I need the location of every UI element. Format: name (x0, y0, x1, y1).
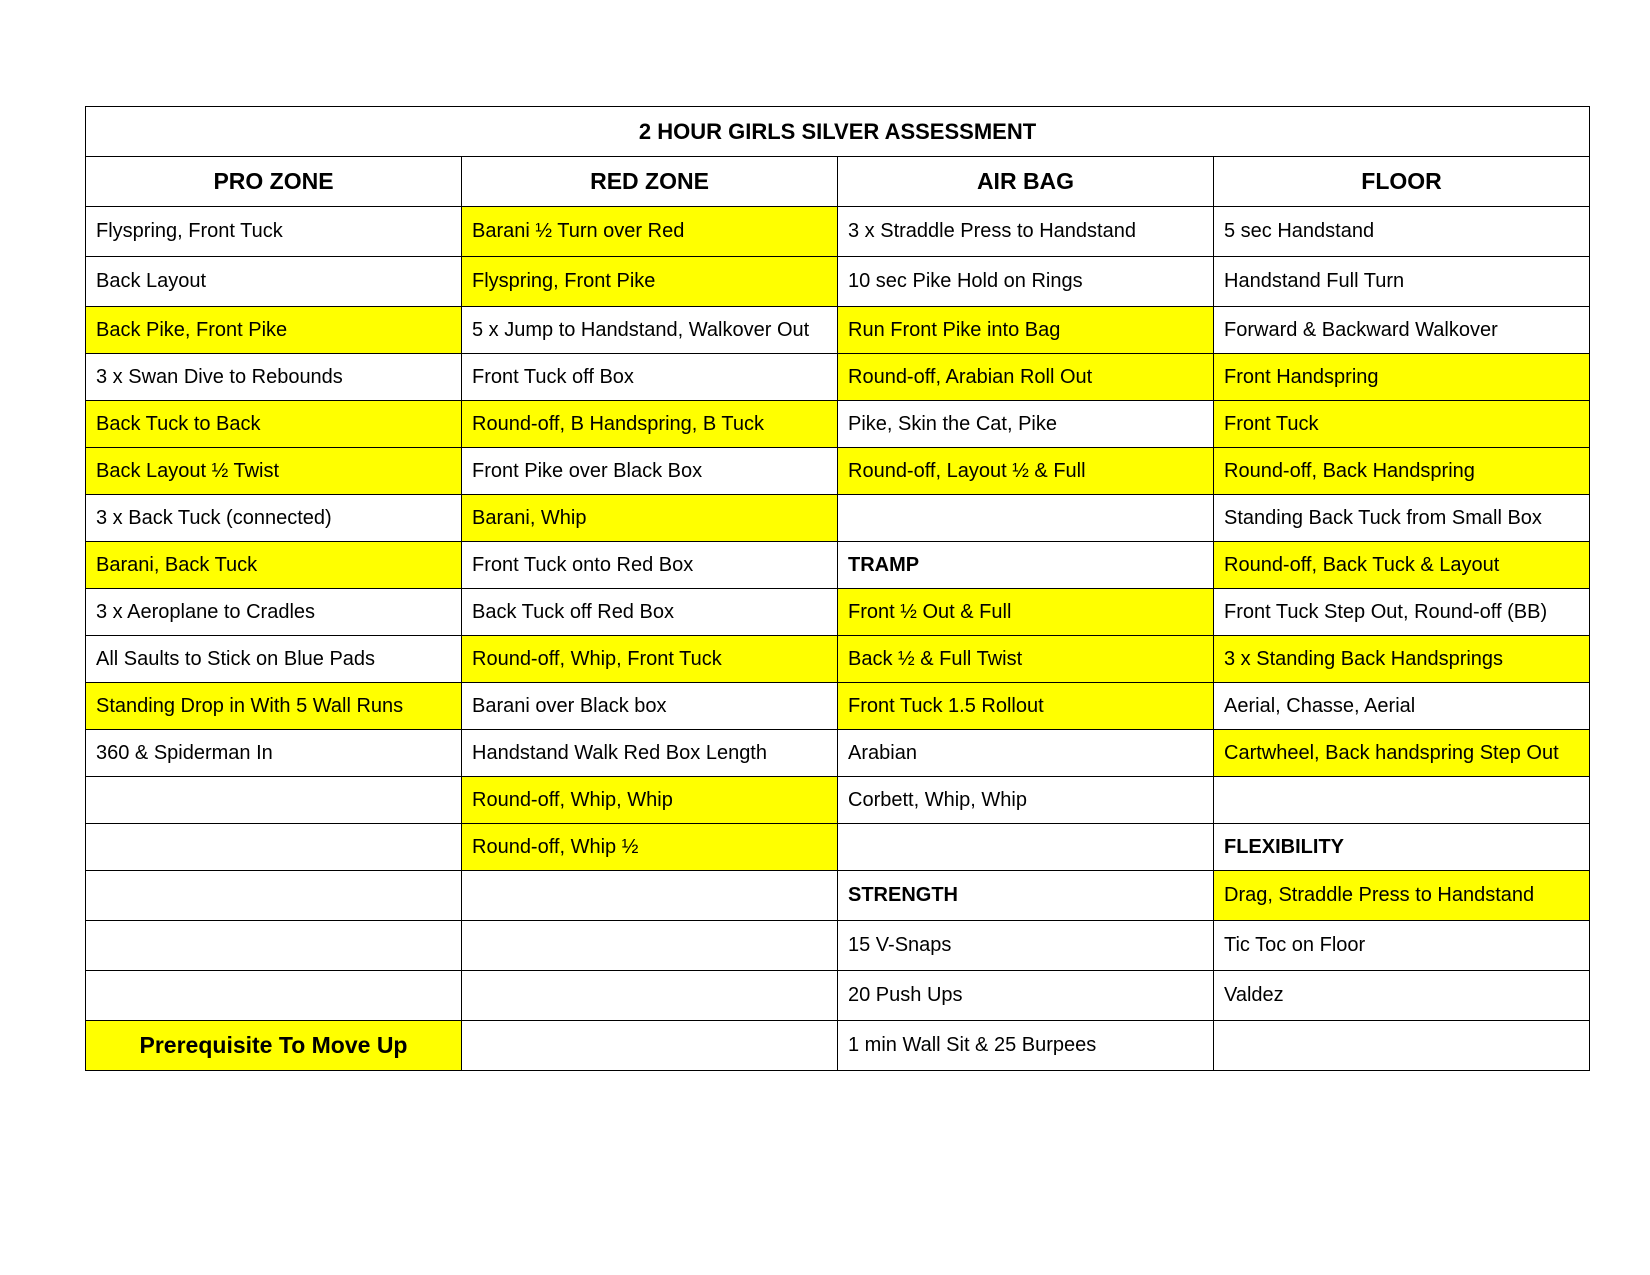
cell-red-zone: 5 x Jump to Handstand, Walkover Out (462, 307, 838, 354)
cell-air-bag: TRAMP (838, 542, 1214, 589)
cell-pro-zone: Back Layout (86, 257, 462, 307)
cell-pro-zone (86, 871, 462, 921)
cell-floor (1214, 1021, 1590, 1071)
cell-air-bag: Arabian (838, 730, 1214, 777)
prerequisite-label: Prerequisite To Move Up (86, 1021, 462, 1071)
cell-air-bag: STRENGTH (838, 871, 1214, 921)
cell-air-bag: Corbett, Whip, Whip (838, 777, 1214, 824)
cell-floor: 5 sec Handstand (1214, 207, 1590, 257)
table-row (86, 257, 1590, 307)
cell-pro-zone: Flyspring, Front Tuck (86, 207, 462, 257)
cell-floor: Valdez (1214, 971, 1590, 1021)
column-header-pro-zone: PRO ZONE (86, 157, 462, 207)
table-row (86, 636, 1590, 683)
cell-red-zone: Round-off, Whip ½ (462, 824, 838, 871)
cell-red-zone: Front Tuck off Box (462, 354, 838, 401)
cell-floor: Front Tuck Step Out, Round-off (BB) (1214, 589, 1590, 636)
cell-red-zone: Front Tuck onto Red Box (462, 542, 838, 589)
cell-air-bag: 1 min Wall Sit & 25 Burpees (838, 1021, 1214, 1071)
table-row (86, 401, 1590, 448)
cell-pro-zone: 3 x Back Tuck (connected) (86, 495, 462, 542)
cell-floor (1214, 777, 1590, 824)
table-row (86, 307, 1590, 354)
cell-floor: Tic Toc on Floor (1214, 921, 1590, 971)
cell-air-bag: Back ½ & Full Twist (838, 636, 1214, 683)
cell-pro-zone: Back Tuck to Back (86, 401, 462, 448)
cell-red-zone (462, 971, 838, 1021)
cell-floor: Front Tuck (1214, 401, 1590, 448)
cell-air-bag (838, 824, 1214, 871)
table-row (86, 542, 1590, 589)
cell-red-zone: Flyspring, Front Pike (462, 257, 838, 307)
cell-red-zone (462, 921, 838, 971)
cell-floor: Standing Back Tuck from Small Box (1214, 495, 1590, 542)
cell-air-bag: Round-off, Arabian Roll Out (838, 354, 1214, 401)
table-row (86, 683, 1590, 730)
cell-red-zone: Back Tuck off Red Box (462, 589, 838, 636)
cell-red-zone: Round-off, Whip, Front Tuck (462, 636, 838, 683)
cell-floor: Front Handspring (1214, 354, 1590, 401)
table-row (86, 871, 1590, 921)
cell-air-bag: Pike, Skin the Cat, Pike (838, 401, 1214, 448)
table-row (86, 448, 1590, 495)
cell-air-bag: 10 sec Pike Hold on Rings (838, 257, 1214, 307)
cell-red-zone: Barani over Black box (462, 683, 838, 730)
table-row (86, 589, 1590, 636)
cell-red-zone: Front Pike over Black Box (462, 448, 838, 495)
cell-floor: Round-off, Back Handspring (1214, 448, 1590, 495)
table-row (86, 921, 1590, 971)
cell-pro-zone: Barani, Back Tuck (86, 542, 462, 589)
cell-air-bag: Run Front Pike into Bag (838, 307, 1214, 354)
cell-red-zone (462, 1021, 838, 1071)
table-row (86, 730, 1590, 777)
column-header-red-zone: RED ZONE (462, 157, 838, 207)
cell-air-bag: 15 V-Snaps (838, 921, 1214, 971)
assessment-table (85, 106, 1590, 1071)
cell-floor: Forward & Backward Walkover (1214, 307, 1590, 354)
cell-pro-zone: All Saults to Stick on Blue Pads (86, 636, 462, 683)
cell-floor: Handstand Full Turn (1214, 257, 1590, 307)
column-header-air-bag: AIR BAG (838, 157, 1214, 207)
cell-red-zone: Barani ½ Turn over Red (462, 207, 838, 257)
cell-pro-zone (86, 777, 462, 824)
table-row (86, 777, 1590, 824)
cell-floor: Drag, Straddle Press to Handstand (1214, 871, 1590, 921)
cell-pro-zone: 360 & Spiderman In (86, 730, 462, 777)
cell-red-zone: Handstand Walk Red Box Length (462, 730, 838, 777)
table-row (86, 354, 1590, 401)
cell-floor: 3 x Standing Back Handsprings (1214, 636, 1590, 683)
cell-air-bag: 3 x Straddle Press to Handstand (838, 207, 1214, 257)
table-row (86, 824, 1590, 871)
column-header-floor: FLOOR (1214, 157, 1590, 207)
cell-pro-zone (86, 971, 462, 1021)
table-row (86, 971, 1590, 1021)
cell-pro-zone: 3 x Aeroplane to Cradles (86, 589, 462, 636)
cell-red-zone: Round-off, Whip, Whip (462, 777, 838, 824)
cell-red-zone: Round-off, B Handspring, B Tuck (462, 401, 838, 448)
cell-floor: Cartwheel, Back handspring Step Out (1214, 730, 1590, 777)
cell-floor: Aerial, Chasse, Aerial (1214, 683, 1590, 730)
table-title: 2 HOUR GIRLS SILVER ASSESSMENT (86, 107, 1590, 157)
cell-red-zone (462, 871, 838, 921)
cell-air-bag: Round-off, Layout ½ & Full (838, 448, 1214, 495)
cell-floor: FLEXIBILITY (1214, 824, 1590, 871)
cell-red-zone: Barani, Whip (462, 495, 838, 542)
cell-air-bag: 20 Push Ups (838, 971, 1214, 1021)
cell-pro-zone: Back Layout ½ Twist (86, 448, 462, 495)
cell-air-bag: Front ½ Out & Full (838, 589, 1214, 636)
table-row (86, 207, 1590, 257)
cell-air-bag: Front Tuck 1.5 Rollout (838, 683, 1214, 730)
cell-pro-zone: Standing Drop in With 5 Wall Runs (86, 683, 462, 730)
table-body (86, 207, 1590, 1071)
table-row (86, 495, 1590, 542)
cell-pro-zone (86, 921, 462, 971)
cell-pro-zone: 3 x Swan Dive to Rebounds (86, 354, 462, 401)
table-row (86, 1021, 1590, 1071)
cell-air-bag (838, 495, 1214, 542)
cell-floor: Round-off, Back Tuck & Layout (1214, 542, 1590, 589)
cell-pro-zone: Back Pike, Front Pike (86, 307, 462, 354)
cell-pro-zone (86, 824, 462, 871)
